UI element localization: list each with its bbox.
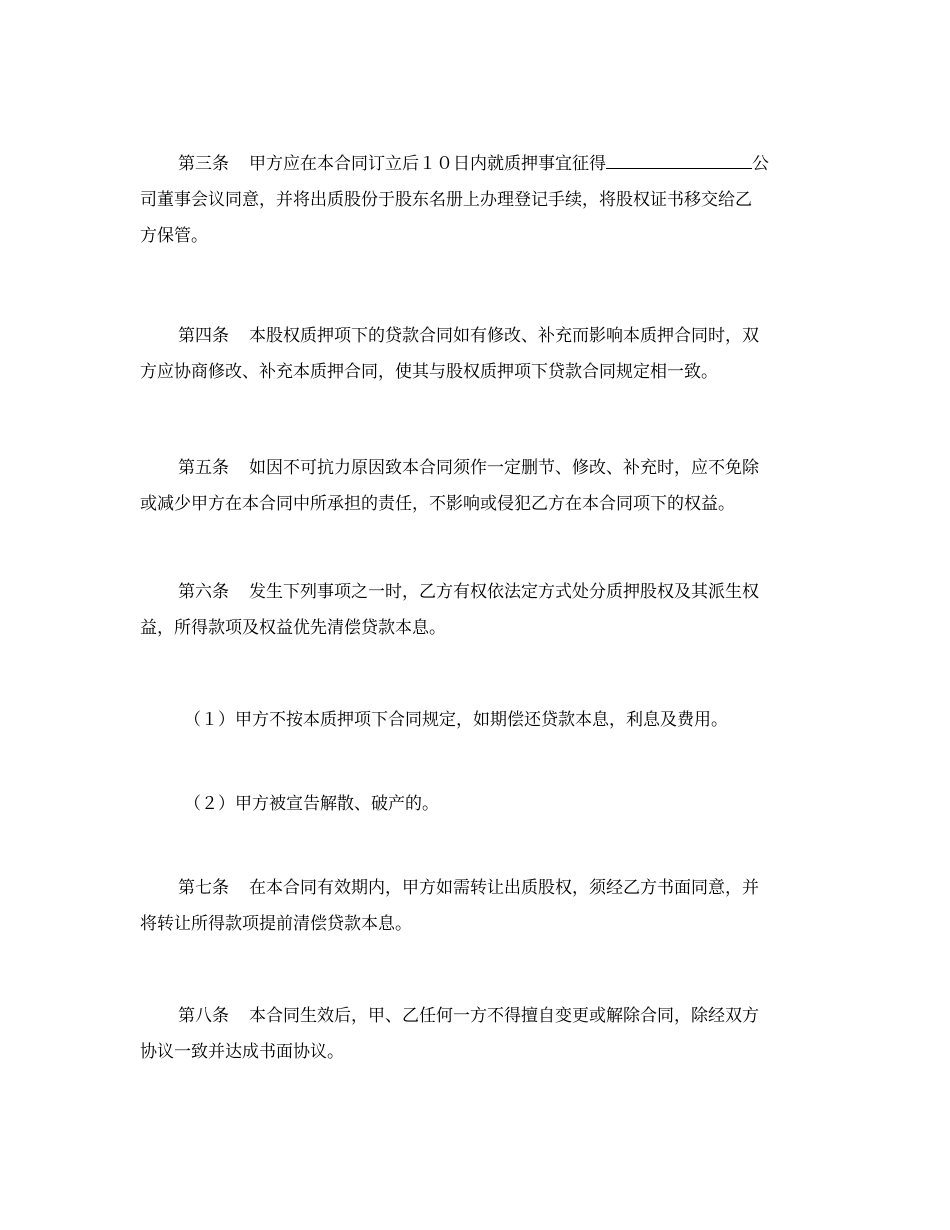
article-4-label: 第四条	[178, 326, 229, 346]
article-8	[140, 998, 816, 1070]
article-8-label: 第八条	[178, 1006, 229, 1026]
article-5-line-2: 或减少甲方在本合同中所承担的责任，不影响或侵犯乙方在本合同项下的权益。	[140, 494, 735, 514]
article-6-line-1	[140, 574, 816, 610]
article-6-text-1: 发生下列事项之一时，乙方有权依法定方式处分质押股权及其派生权	[249, 582, 759, 602]
article-8-line-1	[140, 998, 816, 1034]
article-5-label: 第五条	[178, 458, 229, 478]
article-4-text-1: 本股权质押项下的贷款合同如有修改、补充而影响本质押合同时，双	[249, 326, 759, 346]
item-1-text: （１）甲方不按本质押项下合同规定，如期偿还贷款本息，利息及费用。	[184, 710, 728, 730]
article-4-line-2: 方应协商修改、补充本质押合同，使其与股权质押项下贷款合同规定相一致。	[140, 362, 718, 382]
article-6-item-1	[140, 702, 816, 738]
article-4-line-1	[140, 318, 816, 354]
item-2-text: （２）甲方被宣告解散、破产的。	[184, 794, 439, 814]
article-6-label: 第六条	[178, 582, 229, 602]
article-7-text-1: 在本合同有效期内，甲方如需转让出质股权，须经乙方书面同意，并	[249, 878, 759, 898]
article-8-text-1: 本合同生效后，甲、乙任何一方不得擅自变更或解除合同，除经双方	[249, 1006, 759, 1026]
article-7-label: 第七条	[178, 878, 229, 898]
article-3-text-1a: 甲方应在本合同订立后１０日内就质押事宜征得	[249, 154, 606, 174]
article-3	[140, 146, 816, 254]
article-7	[140, 870, 816, 942]
article-5	[140, 450, 816, 522]
article-3-label: 第三条	[178, 154, 229, 174]
article-5-line-1	[140, 450, 816, 486]
article-3-line-3: 方保管。	[140, 226, 208, 246]
article-5-text-1: 如因不可抗力原因致本合同须作一定删节、修改、补充时，应不免除	[249, 458, 759, 478]
article-8-line-2: 协议一致并达成书面协议。	[140, 1042, 344, 1062]
article-3-line-2: 司董事会议同意，并将出质股份于股东名册上办理登记手续，将股权证书移交给乙	[140, 190, 752, 210]
fill-in-blank-company	[606, 148, 752, 169]
article-4	[140, 318, 816, 390]
article-3-line-1	[140, 146, 816, 182]
article-7-line-2: 将转让所得款项提前清偿贷款本息。	[140, 914, 412, 934]
article-7-line-1	[140, 870, 816, 906]
article-3-text-1b: 公	[752, 154, 769, 174]
article-6	[140, 574, 816, 646]
article-6-item-2	[140, 786, 816, 822]
article-6-line-2: 益，所得款项及权益优先清偿贷款本息。	[140, 618, 446, 638]
